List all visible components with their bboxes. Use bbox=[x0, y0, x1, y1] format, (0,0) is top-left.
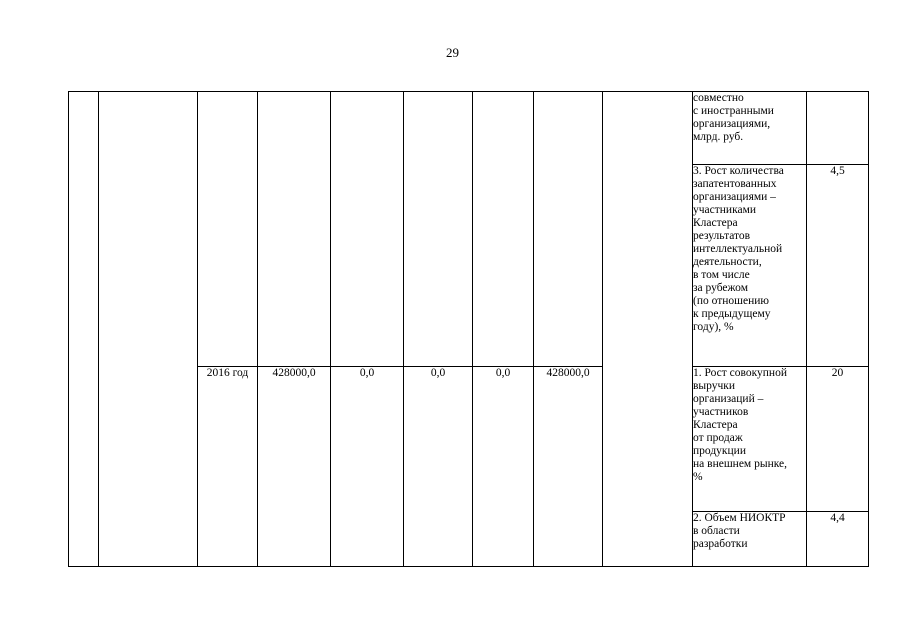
indicator-description: совместно с иностранными организациями, млрд. руб. bbox=[693, 92, 807, 165]
indicator-description: 2. Объем НИОКТР в области разработки bbox=[693, 512, 807, 567]
indicator-description: 3. Рост количества запатентованных организациями – участниками Кластера результатов интеллектуальной деятельности, в том числе за рубежом (по отношению к предыдущему году), % bbox=[693, 165, 807, 367]
year-cell-empty bbox=[198, 92, 258, 367]
federal-cell-empty bbox=[331, 92, 404, 367]
executor-cell bbox=[603, 92, 693, 567]
regional-cell-empty bbox=[404, 92, 473, 367]
indicator-description: 1. Рост совокупной выручки организаций – участников Кластера от продаж продукции на внешнем рынке, % bbox=[693, 367, 807, 512]
page-number: 29 bbox=[446, 45, 459, 60]
regional-cell: 0,0 bbox=[404, 367, 473, 567]
federal-cell: 0,0 bbox=[331, 367, 404, 567]
local-cell-empty bbox=[473, 92, 534, 367]
indicator-value bbox=[807, 92, 869, 165]
local-cell: 0,0 bbox=[473, 367, 534, 567]
year-cell: 2016 год bbox=[198, 367, 258, 567]
total-cell-empty bbox=[258, 92, 331, 367]
indicator-value: 4,4 bbox=[807, 512, 869, 567]
activity-cell bbox=[99, 92, 198, 567]
indicator-value: 20 bbox=[807, 367, 869, 512]
total-cell: 428000,0 bbox=[258, 367, 331, 567]
number-cell bbox=[69, 92, 99, 567]
table-row bbox=[69, 92, 869, 165]
other-cell: 428000,0 bbox=[534, 367, 603, 567]
other-cell-empty bbox=[534, 92, 603, 367]
program-table bbox=[68, 91, 869, 567]
indicator-value: 4,5 bbox=[807, 165, 869, 367]
